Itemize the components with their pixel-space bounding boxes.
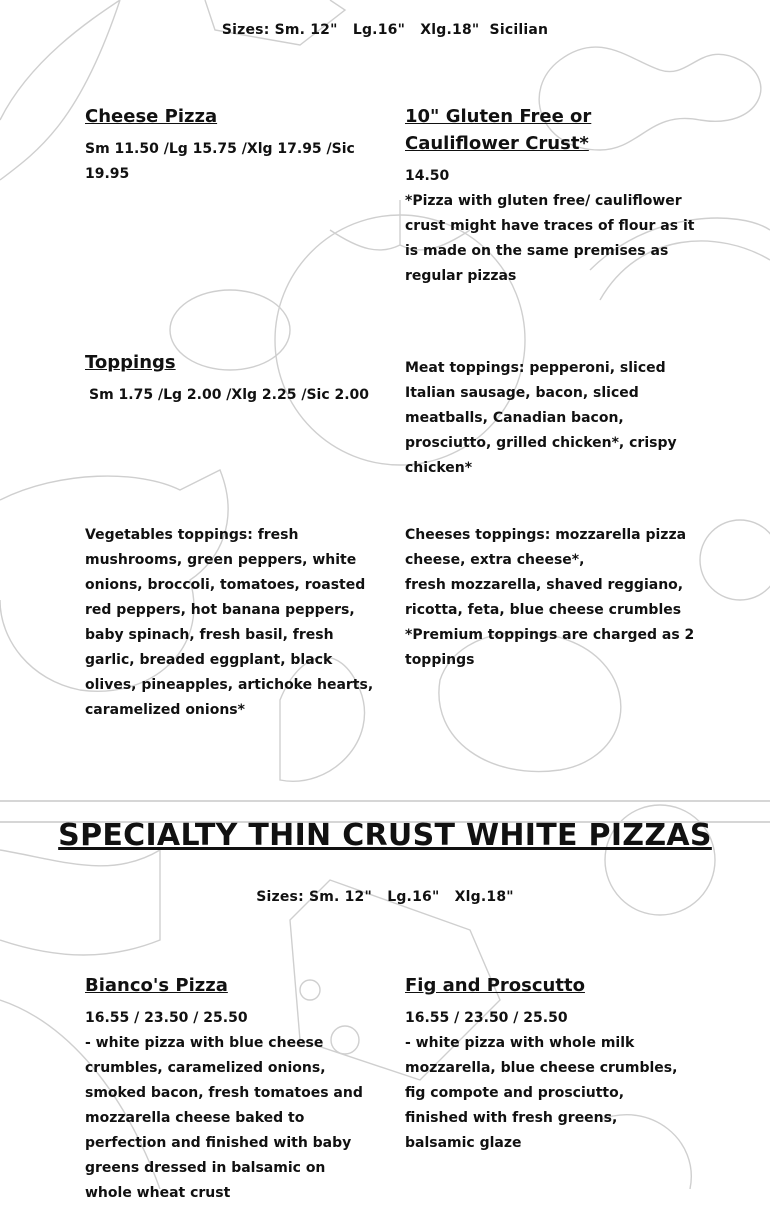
gluten-free-note: *Pizza with gluten free/ cauliflower crust might have traces of flour as it is made on the same premises as regular pizzas bbox=[405, 193, 695, 284]
gluten-free-price: 14.50 bbox=[405, 168, 450, 184]
cheese-pizza-price: Sm 11.50 /Lg 15.75 /Xlg 17.95 /Sic 19.95 bbox=[85, 141, 355, 182]
meat-toppings: Meat toppings: pepperoni, sliced Italian sausage, bacon, sliced meatballs, Canadian bacon, prosciutto, grilled chicken*, crispy chicken* bbox=[405, 360, 677, 476]
fig-prosciutto-title: Fig and Proscutto bbox=[405, 975, 585, 996]
gluten-free-title: 10" Gluten Free or Cauliflower Crust* bbox=[405, 106, 592, 154]
vegetable-toppings: Vegetables toppings: fresh mushrooms, green peppers, white onions, broccoli, tomatoes, roasted red peppers, hot banana peppers, baby spinach, fresh basil, fresh garlic, breaded eggplant, black olives, pineapples, artichoke hearts, caramelized onions* bbox=[85, 527, 374, 718]
cheese-toppings-line-2: fresh mozzarella, shaved reggiano, ricotta, feta, blue cheese crumbles bbox=[405, 577, 684, 618]
toppings-title: Toppings bbox=[85, 352, 176, 373]
bianco-pizza-price: 16.55 / 23.50 / 25.50 bbox=[85, 1010, 248, 1026]
section-divider-top bbox=[0, 800, 770, 802]
sizes-line: Sizes: Sm. 12" Lg.16" Xlg.18" Sicilian bbox=[221, 22, 549, 38]
cheese-toppings bbox=[405, 523, 695, 673]
fig-prosciutto-price: 16.55 / 23.50 / 25.50 bbox=[405, 1010, 568, 1026]
bianco-pizza-description: - white pizza with blue cheese crumbles, caramelized onions, smoked bacon, fresh tomatoes and mozzarella cheese baked to perfection and finished with baby greens dressed in balsamic on whole wheat crust bbox=[85, 1035, 363, 1201]
fig-prosciutto-description: - white pizza with whole milk mozzarella, blue cheese crumbles, fig compote and prosciutto, finished with fresh greens, balsamic glaze bbox=[405, 1035, 678, 1151]
premium-toppings-note: *Premium toppings are charged as 2 toppings bbox=[405, 627, 695, 668]
specialty-heading: SPECIALTY THIN CRUST WHITE PIZZAS bbox=[58, 818, 712, 853]
cheese-pizza-title: Cheese Pizza bbox=[85, 106, 218, 127]
toppings-price: Sm 1.75 /Lg 2.00 /Xlg 2.25 /Sic 2.00 bbox=[89, 387, 370, 403]
specialty-sizes-line: Sizes: Sm. 12" Lg.16" Xlg.18" bbox=[256, 889, 514, 905]
cheese-toppings-line-1: Cheeses toppings: mozzarella pizza cheese, extra cheese*, bbox=[405, 527, 687, 568]
bianco-pizza-title: Bianco's Pizza bbox=[85, 975, 228, 996]
